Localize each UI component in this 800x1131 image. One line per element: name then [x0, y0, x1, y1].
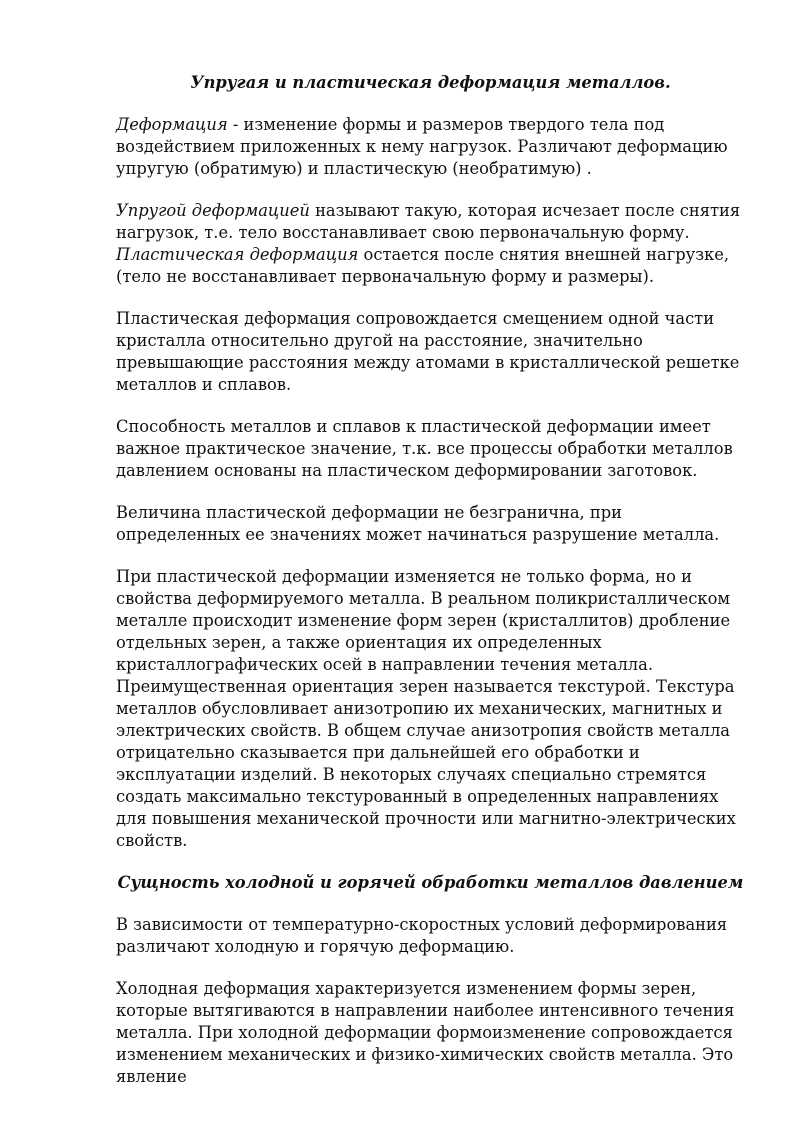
paragraph-cold-deformation: Холодная деформация характеризуется изменением формы зерен, которые вытягиваются в направлении наиболее интенсивного течения металла. При холодной деформации формоизменение сопровождается изменением механических и физико-химических свойств металла. Это явление — [116, 979, 735, 1086]
paragraph-text: остается после снятия внешней нагрузке, (тело не восстанавливает первоначальную форму и размеры). — [116, 245, 730, 286]
section-title-elastic-plastic: Упругая и пластическая деформация металлов. — [190, 73, 671, 92]
paragraph-text: называют такую, которая исчезает после снятия нагрузок, т.е. тело восстанавливает свою первоначальную форму. — [116, 201, 741, 242]
term-elastic-deformation: Упругой деформацией — [116, 201, 310, 220]
paragraph-cold-hot-deformation: В зависимости от температурно-скоростных условий деформирования различают холодную и горячую деформацию. — [116, 915, 728, 956]
term-deformation: Деформация — [116, 115, 228, 134]
paragraph-text: - изменение формы и размеров твердого тела под воздействием приложенных к нему нагрузок. Различают деформацию упругую (обратимую) и пластическую (необратимую) . — [116, 115, 728, 178]
section-title-cold-hot-working: Сущность холодной и горячей обработки металлов давлением — [117, 873, 744, 892]
paragraph-texture: При пластической деформации изменяется не только форма, но и свойства деформируемого металла. В реальном поликристаллическом металле происходит изменение форм зерен (кристаллитов) дробление отдельных зерен, а также ориентация их определенных кристаллографических осей в направлении течения металла. Преимущественная ориентация зерен называется текстурой. Текстура металлов обусловливает анизотропию их механических, магнитных и электрических свойств. В общем случае анизотропия свойств металла отрицательно сказывается при дальнейшей его обработки и эксплуатации изделий. В некоторых случаях специально стремятся создать максимально текстурованный в определенных направлениях для повышения механической прочности или магнитно-электрических свойств. — [116, 567, 736, 850]
term-plastic-deformation: Пластическая деформация — [116, 245, 359, 264]
paragraph-crystal-shift: Пластическая деформация сопровождается смещением одной части кристалла относительно другой на расстояние, значительно превышающие расстояния между атомами в кристаллической решетке металлов и сплавов. — [116, 309, 740, 394]
paragraph-deformation-definition — [116, 114, 745, 180]
paragraph-practical-importance: Способность металлов и сплавов к пластической деформации имеет важное практическое значение, т.к. все процессы обработки металлов давлением основаны на пластическом деформировании заготовок. — [116, 417, 733, 480]
paragraph-deformation-limit: Величина пластической деформации не безгранична, при определенных ее значениях может начинаться разрушение металла. — [116, 503, 720, 544]
paragraph-elastic-plastic — [116, 200, 745, 288]
